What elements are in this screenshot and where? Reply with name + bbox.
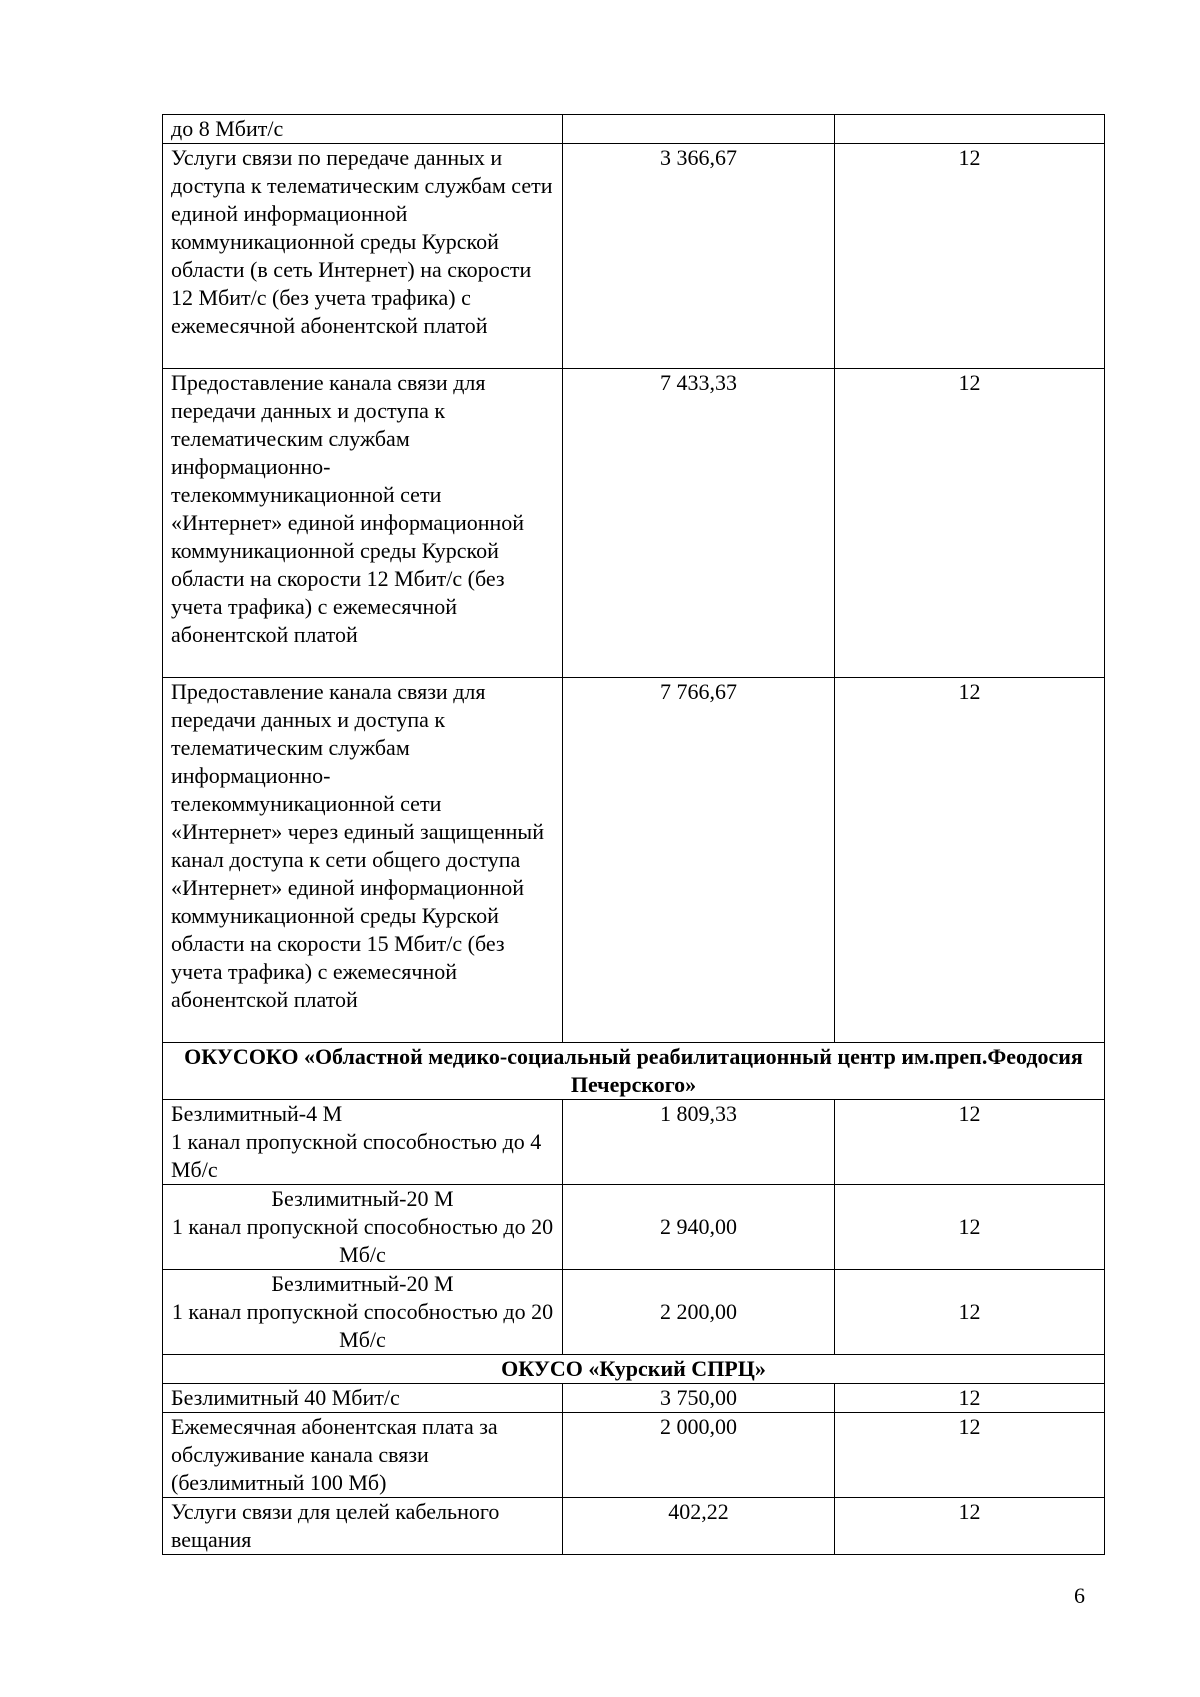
service-price: 7 433,33 bbox=[563, 369, 835, 678]
service-price: 2 000,00 bbox=[563, 1413, 835, 1498]
table-row bbox=[163, 115, 1105, 144]
table-row bbox=[163, 1413, 1105, 1498]
service-price: 7 766,67 bbox=[563, 678, 835, 1043]
page-number: 6 bbox=[1074, 1583, 1085, 1608]
service-price: 3 366,67 bbox=[563, 144, 835, 369]
service-quantity bbox=[835, 115, 1105, 144]
service-quantity: 12 bbox=[835, 1384, 1105, 1413]
service-quantity: 12 bbox=[835, 144, 1105, 369]
service-quantity: 12 bbox=[835, 1413, 1105, 1498]
service-price: 402,22 bbox=[563, 1498, 835, 1555]
services-table bbox=[162, 114, 1105, 1555]
service-quantity: 12 bbox=[835, 1100, 1105, 1185]
service-description: Безлимитный-20 М 1 канал пропускной способностью до 20 Мб/с bbox=[163, 1270, 563, 1355]
service-price: 1 809,33 bbox=[563, 1100, 835, 1185]
service-description: Предоставление канала связи для передачи данных и доступа к телематическим службам информационно-телекоммуникационной сети «Интернет» единой информационной коммуникационной среды Курской области на скорости 12 Мбит/с (без учета трафика) с ежемесячной абонентской платой bbox=[163, 369, 563, 678]
service-quantity: 12 bbox=[835, 1185, 1105, 1270]
table-row bbox=[163, 1100, 1105, 1185]
service-description: Безлимитный-20 М 1 канал пропускной способностью до 20 Мб/с bbox=[163, 1185, 563, 1270]
service-description: до 8 Мбит/с bbox=[163, 115, 563, 144]
service-description: Услуги связи для целей кабельного вещания bbox=[163, 1498, 563, 1555]
service-quantity: 12 bbox=[835, 1498, 1105, 1555]
table-row bbox=[163, 144, 1105, 369]
service-description: Безлимитный 40 Мбит/с bbox=[163, 1384, 563, 1413]
service-description: Ежемесячная абонентская плата за обслуживание канала связи (безлимитный 100 Мб) bbox=[163, 1413, 563, 1498]
table-row bbox=[163, 1185, 1105, 1270]
service-price bbox=[563, 115, 835, 144]
section-title: ОКУСОКО «Областной медико-социальный реабилитационный центр им.преп.Феодосия Печерского» bbox=[163, 1043, 1105, 1100]
service-description: Безлимитный-4 М 1 канал пропускной способностью до 4 Мб/с bbox=[163, 1100, 563, 1185]
table-row bbox=[163, 678, 1105, 1043]
section-header-row bbox=[163, 1043, 1105, 1100]
service-quantity: 12 bbox=[835, 369, 1105, 678]
service-quantity: 12 bbox=[835, 678, 1105, 1043]
service-description: Услуги связи по передаче данных и доступа к телематическим службам сети единой информационной коммуникационной среды Курской области (в сеть Интернет) на скорости 12 Мбит/с (без учета трафика) с ежемесячной абонентской платой bbox=[163, 144, 563, 369]
section-header-row bbox=[163, 1355, 1105, 1384]
service-price: 2 200,00 bbox=[563, 1270, 835, 1355]
service-quantity: 12 bbox=[835, 1270, 1105, 1355]
service-price: 2 940,00 bbox=[563, 1185, 835, 1270]
table-row bbox=[163, 1270, 1105, 1355]
service-description: Предоставление канала связи для передачи данных и доступа к телематическим службам информационно-телекоммуникационной сети «Интернет» через единый защищенный канал доступа к сети общего доступа «Интернет» единой информационной коммуникационной среды Курской области на скорости 15 Мбит/с (без учета трафика) с ежемесячной абонентской платой bbox=[163, 678, 563, 1043]
table-row bbox=[163, 369, 1105, 678]
table-row bbox=[163, 1384, 1105, 1413]
section-title: ОКУСО «Курский СПРЦ» bbox=[163, 1355, 1105, 1384]
table-row bbox=[163, 1498, 1105, 1555]
service-price: 3 750,00 bbox=[563, 1384, 835, 1413]
